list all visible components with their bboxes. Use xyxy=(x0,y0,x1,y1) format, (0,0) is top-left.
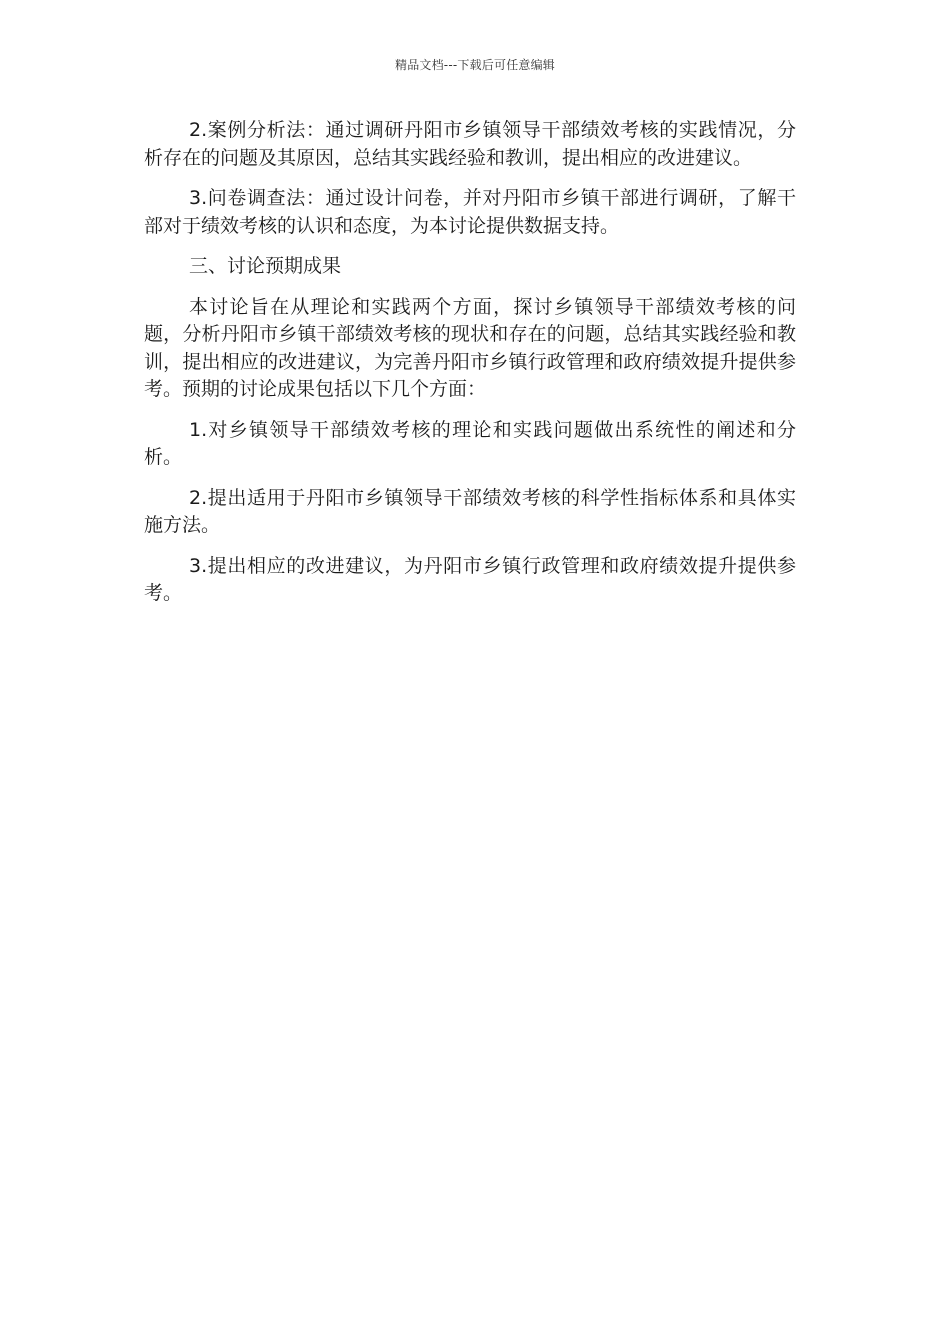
paragraph-case-analysis-method: 2.案例分析法：通过调研丹阳市乡镇领导干部绩效考核的实践情况，分析存在的问题及其原因，总结其实践经验和教训，提出相应的改进建议。 xyxy=(144,119,796,169)
section-heading-expected-results: 三、讨论预期成果 xyxy=(189,255,342,277)
list-item-result-2: 2.提出适用于丹阳市乡镇领导干部绩效考核的科学性指标体系和具体实施方法。 xyxy=(144,486,796,536)
paragraph-questionnaire-method: 3.问卷调查法：通过设计问卷，并对丹阳市乡镇干部进行调研，了解干部对于绩效考核的认识和态度，为本讨论提供数据支持。 xyxy=(144,187,796,237)
paragraph-expected-results-intro: 本讨论旨在从理论和实践两个方面，探讨乡镇领导干部绩效考核的问题，分析丹阳市乡镇干部绩效考核的现状和存在的问题，总结其实践经验和教训，提出相应的改进建议，为完善丹阳市乡镇行政管理和政府绩效提升提供参考。预期的讨论成果包括以下几个方面： xyxy=(144,295,796,400)
list-item-result-1: 1.对乡镇领导干部绩效考核的理论和实践问题做出系统性的阐述和分析。 xyxy=(144,418,796,468)
page-header: 精品文档---下载后可任意编辑 xyxy=(395,58,555,72)
document-body xyxy=(144,117,796,621)
list-item-result-3: 3.提出相应的改进建议，为丹阳市乡镇行政管理和政府绩效提升提供参考。 xyxy=(144,554,796,604)
